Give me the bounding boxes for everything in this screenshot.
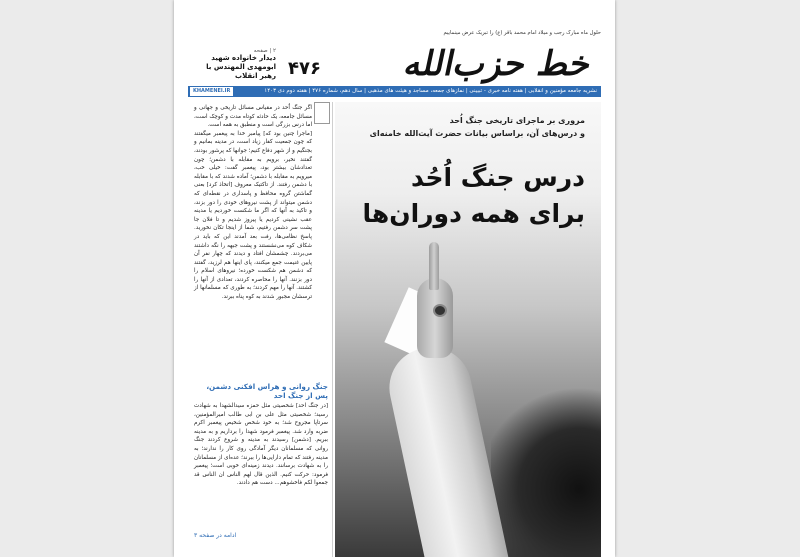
article-subhead: جنگ روانی و هراس افکنی دشمن، پس از جنگ احد xyxy=(206,382,328,400)
article-body xyxy=(194,104,312,302)
raised-finger xyxy=(429,242,439,290)
info-bar-text: نشریه جامعه مؤمنین و انقلابی | هفته نامه خبری - تبیینی | نمازهای جمعه، مساجد و هیئت های مذهبی | سال دهم، شماره ۴۷۶ | هفته دوم دی ۱۴۰۳ xyxy=(264,88,597,94)
top-line: حلول ماه مبارک رجب و میلاد امام محمد باقر (ع) را تبریک عرض مینماییم xyxy=(443,30,601,36)
teaser-line: رهبر انقلاب xyxy=(235,72,276,80)
teaser-page: ۲ | صفحه xyxy=(253,48,276,54)
info-bar xyxy=(188,86,601,97)
ring xyxy=(433,304,447,317)
article-column xyxy=(188,102,332,557)
section-icon xyxy=(314,102,330,124)
article-body-2 xyxy=(194,402,328,488)
cover-photo xyxy=(335,102,601,557)
teaser-line: دیدار خانواده شهید xyxy=(211,54,276,62)
newspaper-page xyxy=(174,0,615,557)
issue-number: ۴۷۶ xyxy=(288,58,321,79)
logo: خط حزب‌الله xyxy=(400,44,596,84)
header-teaser[interactable] xyxy=(188,48,276,81)
caption-line: مروری بر ماجرای تاریخی جنگ اُحد xyxy=(449,116,585,125)
site-badge[interactable]: KHAMENEI.IR xyxy=(190,87,233,96)
caption-line: و درس‌های آن، براساس بیانات حضرت آیت‌الله خامنه‌ای xyxy=(369,129,585,138)
paragraph: [ماجرا چنین بود که] پیامبر خدا به پیغمبر میگفتند که چون جمعیت کفار زیاد است، در مدینه بمانیم و بجنگیم و از شهر دفاع کنیم؛ جوانها که پرشور بودند، گفتند نخیر، برویم به مقابله با دشمن؛ چون تعدادشان بیشتر بود، پیغمبر گفت: خیلی خب، میرویم به مقابله با دشمن؛ آماده شدند که با مقابله با دشمن رفتند. از تاکتیک معروف [اتخاذ کرد] بعنی گماشتن گروه محافظ و پاسداری در نقطه‌ای که دشمن میتواند از پشت نیروهای خودی را دور بزند، و تاکید به آنها که اگر ما شکست خوردیم یا مدینه عقب نشینی کردیم یا پیروز شدیم و تا فلان جا پشت سر دشمن رفتیم، شما از اینجا تکان نخورید. پاسخ نظامی‌ها، رفت بعد آمدند این که باید در شکاف کوه می‌نشستند و پشت جبهه را نگه داشتند می‌بردند. چشمشان افتاد و دیدند که چهار نفر آن پایین غنیمت جمع میکنند، پای اینها هم لرزید، گفتند که دشمن هم شکست خورده؛ نیروهای اسلام را دور بزنند. آنها را محاصره کردند، تعدادی از آنها را کشتند. آنها را مهم کردند؛ به طوری که مسلمانها از ترسشان مجبور شدند به کوه پناه ببرند. xyxy=(194,130,312,301)
teaser-line: ابومهدی المهندس با xyxy=(206,63,276,71)
hand-figure xyxy=(417,278,453,358)
photo-caption xyxy=(370,114,585,140)
paragraph: [در جنگ احد] شخصیتی مثل حمزه سیدالشهدا به شهادت رسید؛ شخصیتی مثل علی بن ابی طالب امیرالمؤمنین، سرتاپا مجروح شد؛ به خود شخص شخیص پیغمبر اکرم ضربه وارد شد. پیغمبر فرمود شهدا را برداریم و به مدینه ببریم. [دشمن] رسیدند به مدینه و شروع کردند جنگ روانی که مسلمانان دیگر آمادگی روی کار را ندارند؛ به مدینه رفتند که تمام دارایی‌ها را ببرند؛ عده‌ای از مسلمانان را به شهادت برسانند. دیدند زمینه‌ای خوبی است؛ پیغمبر فرمود: حرکت کنیم. الذین قال لهم الناس ان الناس قد جمعوا لکم فاخشوهم... دست هم دادند. xyxy=(194,403,328,487)
column-divider xyxy=(332,102,333,557)
main-title: درس جنگ اُحُد xyxy=(411,163,585,192)
paragraph: اگر جنگ اُحد در مقیاس مسائل تاریخی و جهانی و مسائل جامعه، یک حادثه کوتاه مدت و کوچک است، اما درس بزرگی است و منطبق به همه است. xyxy=(194,105,312,129)
main-title-line2: برای همه دوران‌ها xyxy=(362,199,585,228)
continue-link[interactable]: ادامه در صفحه ۳ xyxy=(194,532,237,539)
photo-shadow xyxy=(491,387,601,557)
